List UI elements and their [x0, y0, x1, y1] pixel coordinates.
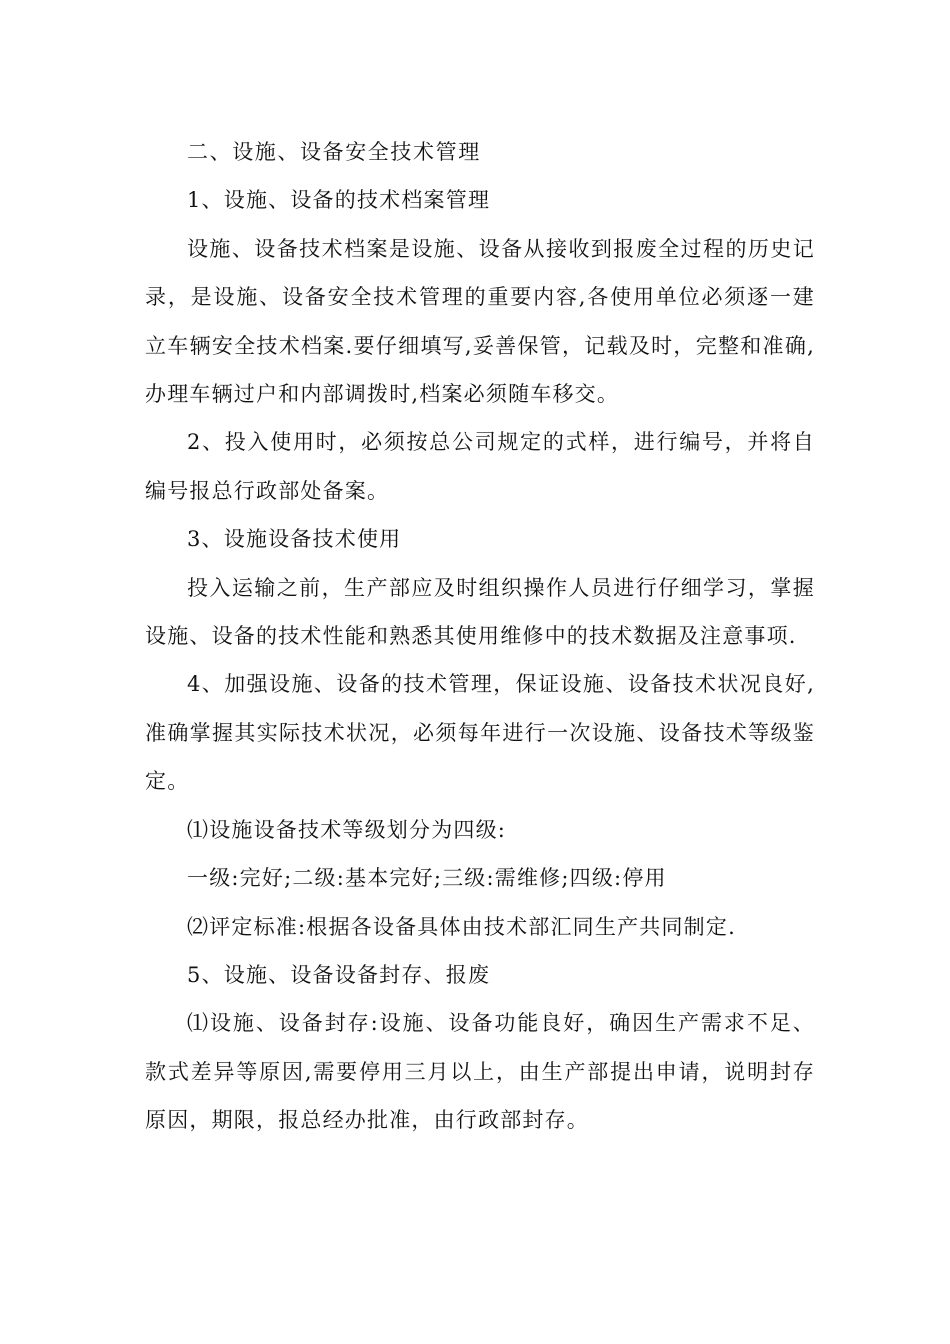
paragraph-numbering: 2、投入使用时，必须按总公司规定的式样，进行编号，并将自编号报总行政部处备案。 — [145, 430, 815, 503]
section-heading: 二、设施、设备安全技术管理 — [187, 140, 481, 164]
paragraph-grade-levels: 一级:完好;二级:基本完好;三级:需维修;四级:停用 — [187, 866, 667, 891]
paragraph-evaluation-standard: ⑵评定标准:根据各设备具体由技术部汇同生产共同制定. — [187, 914, 736, 939]
subheading-technical-use: 3、设施设备技术使用 — [187, 527, 402, 552]
paragraph-grade-appraisal: 4、加强设施、设备的技术管理，保证设施、设备技术状况良好,准确掌握其实际技术状况，必须每年进行一次设施、设备技术等级鉴定。 — [145, 672, 815, 794]
subheading-sealing-scrapping: 5、设施、设备设备封存、报废 — [187, 962, 491, 987]
paragraph-grade-levels-intro: ⑴设施设备技术等级划分为四级: — [187, 817, 507, 842]
document-body — [145, 128, 815, 1145]
paragraph-training: 投入运输之前，生产部应及时组织操作人员进行仔细学习，掌握设施、设备的技术性能和熟悉其使用维修中的技术数据及注意事项. — [145, 575, 815, 649]
subheading-technical-archives: 1、设施、设备的技术档案管理 — [187, 188, 491, 213]
paragraph-archives-description: 设施、设备技术档案是设施、设备从接收到报废全过程的历史记录，是设施、设备安全技术管理的重要内容,各使用单位必须逐一建立车辆安全技术档案.要仔细填写,妥善保管，记载及时，完整和准确,办理车辆过户和内部调拨时,档案必须随车移交。 — [145, 236, 815, 407]
paragraph-sealing: ⑴设施、设备封存:设施、设备功能良好，确因生产需求不足、款式差异等原因,需要停用三月以上，由生产部提出申请，说明封存原因，期限，报总经办批准，由行政部封存。 — [145, 1011, 815, 1133]
